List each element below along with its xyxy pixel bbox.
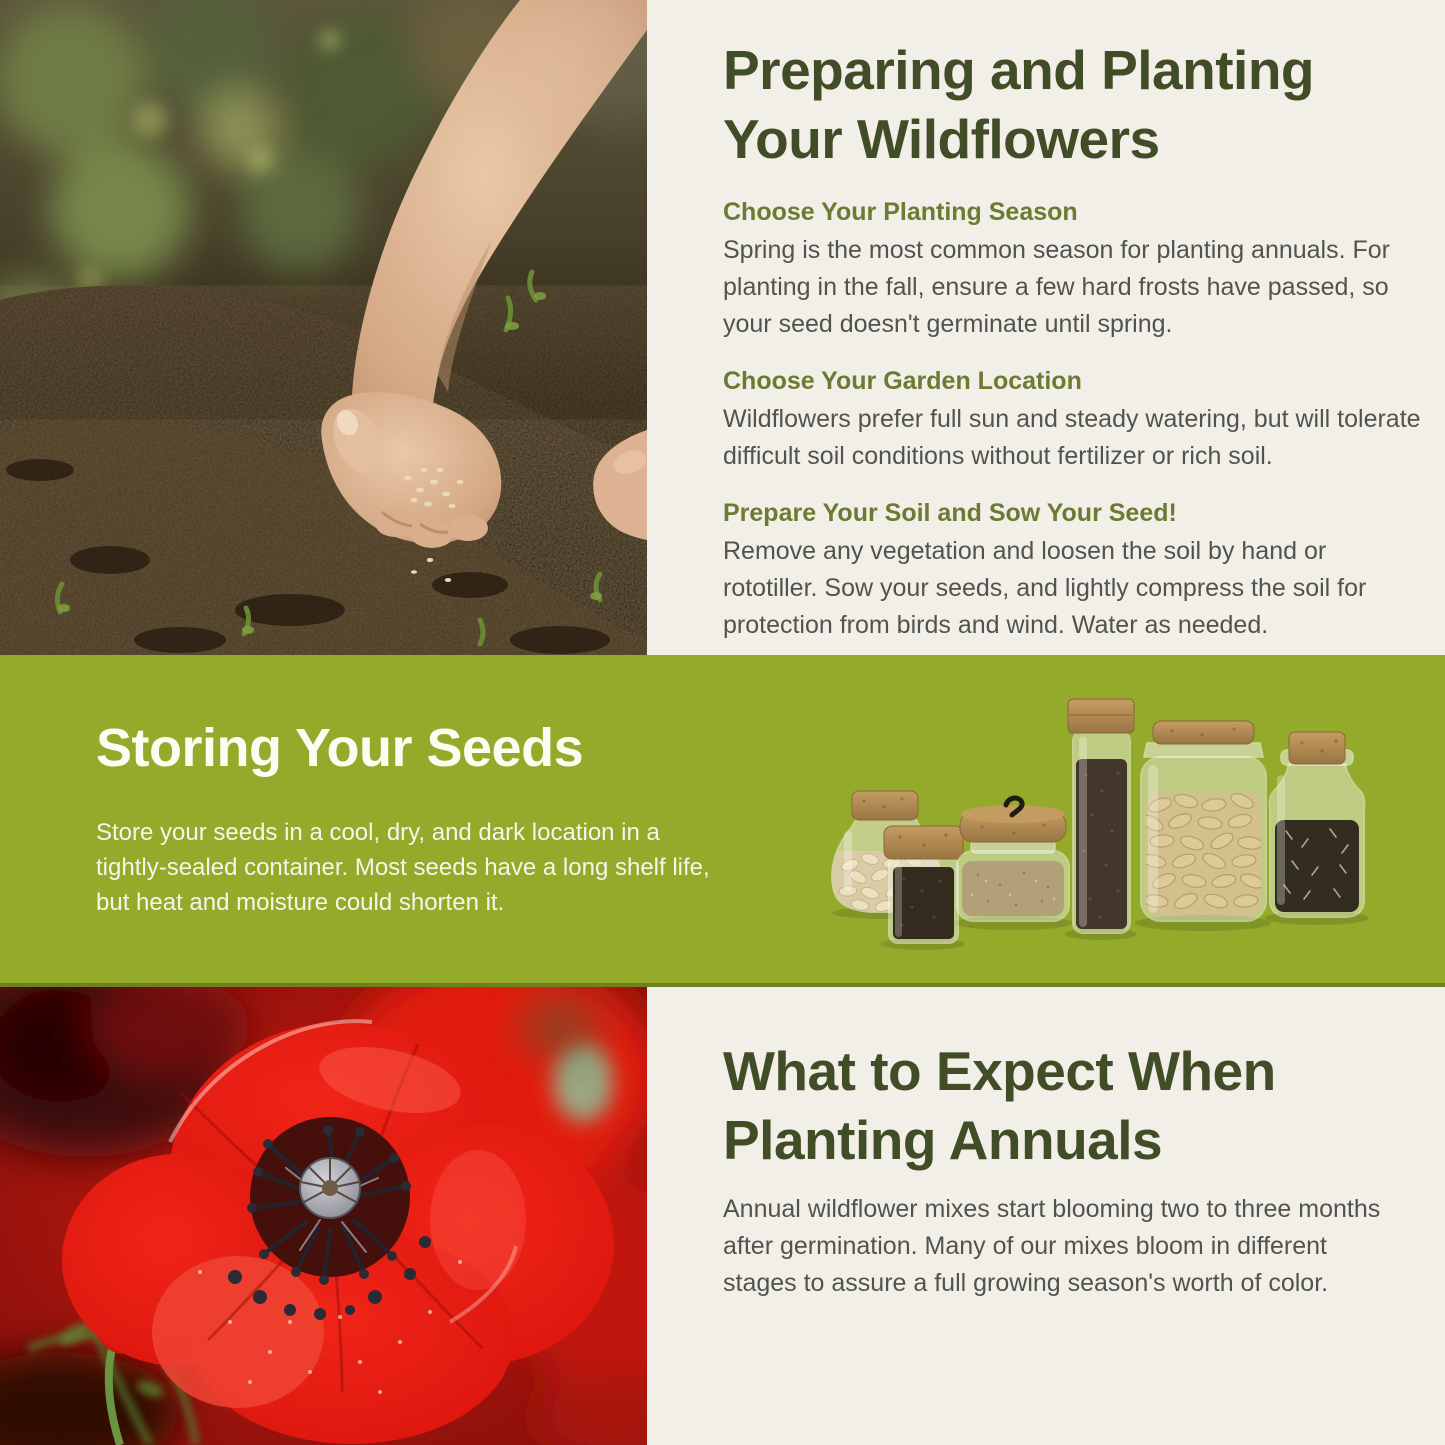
expect-title-line2: Planting Annuals xyxy=(723,1109,1163,1171)
jar-mixed-seeds-bottle xyxy=(1270,732,1365,917)
storing-body: Store your seeds in a cool, dry, and dark location in a tightly-sealed container. Most seeds have a long shelf life, but heat and moisture could shorten it. xyxy=(96,819,710,916)
preparing-planting-panel xyxy=(647,0,1445,655)
preparing-title-line1: Preparing and Planting xyxy=(723,39,1315,101)
subsection-prepare-soil xyxy=(723,499,1433,644)
subsection-garden-location xyxy=(723,367,1433,475)
red-poppy-photo xyxy=(0,987,647,1445)
preparing-title xyxy=(723,36,1433,174)
seed-storage-jars-photo xyxy=(800,655,1445,983)
expect-body: Annual wildflower mixes start blooming two to three months after germination. Many of our mixes bloom in different stages to assure a full growing season's worth of color. xyxy=(723,1195,1381,1297)
hand-sowing-seeds-photo xyxy=(0,0,647,655)
jar-dark-seeds xyxy=(884,826,963,943)
subsection-body: Spring is the most common season for planting annuals. For planting in the fall, ensure a few hard frosts have passed, so your seed doesn't germinate until spring. xyxy=(723,236,1391,338)
expect-title xyxy=(723,1037,1433,1175)
jar-sandy-seeds xyxy=(957,798,1069,921)
what-to-expect-panel xyxy=(647,987,1445,1445)
seed-jars-illustration xyxy=(800,655,1445,983)
storing-seeds-band xyxy=(0,655,1445,987)
soil-photo-illustration xyxy=(0,0,647,655)
subsection-body: Remove any vegetation and loosen the soil by hand or rototiller. Sow your seeds, and lightly compress the soil for protection from birds and wind. Water as needed. xyxy=(723,537,1367,639)
subsection-heading: Choose Your Planting Season xyxy=(723,198,1078,226)
poppy-photo-illustration xyxy=(0,987,647,1445)
subsection-body: Wildflowers prefer full sun and steady watering, but will tolerate difficult soil conditions without fertilizer or rich soil. xyxy=(723,405,1421,470)
subsection-heading: Choose Your Garden Location xyxy=(723,367,1082,395)
subsection-heading: Prepare Your Soil and Sow Your Seed! xyxy=(723,499,1177,527)
preparing-title-line2: Your Wildflowers xyxy=(723,108,1160,170)
subsection-planting-season xyxy=(723,198,1433,343)
storing-title: Storing Your Seeds xyxy=(96,718,584,778)
expect-title-line1: What to Expect When xyxy=(723,1040,1276,1102)
jar-pumpkin-seeds xyxy=(1139,721,1266,921)
jar-tall-tube xyxy=(1068,699,1134,933)
